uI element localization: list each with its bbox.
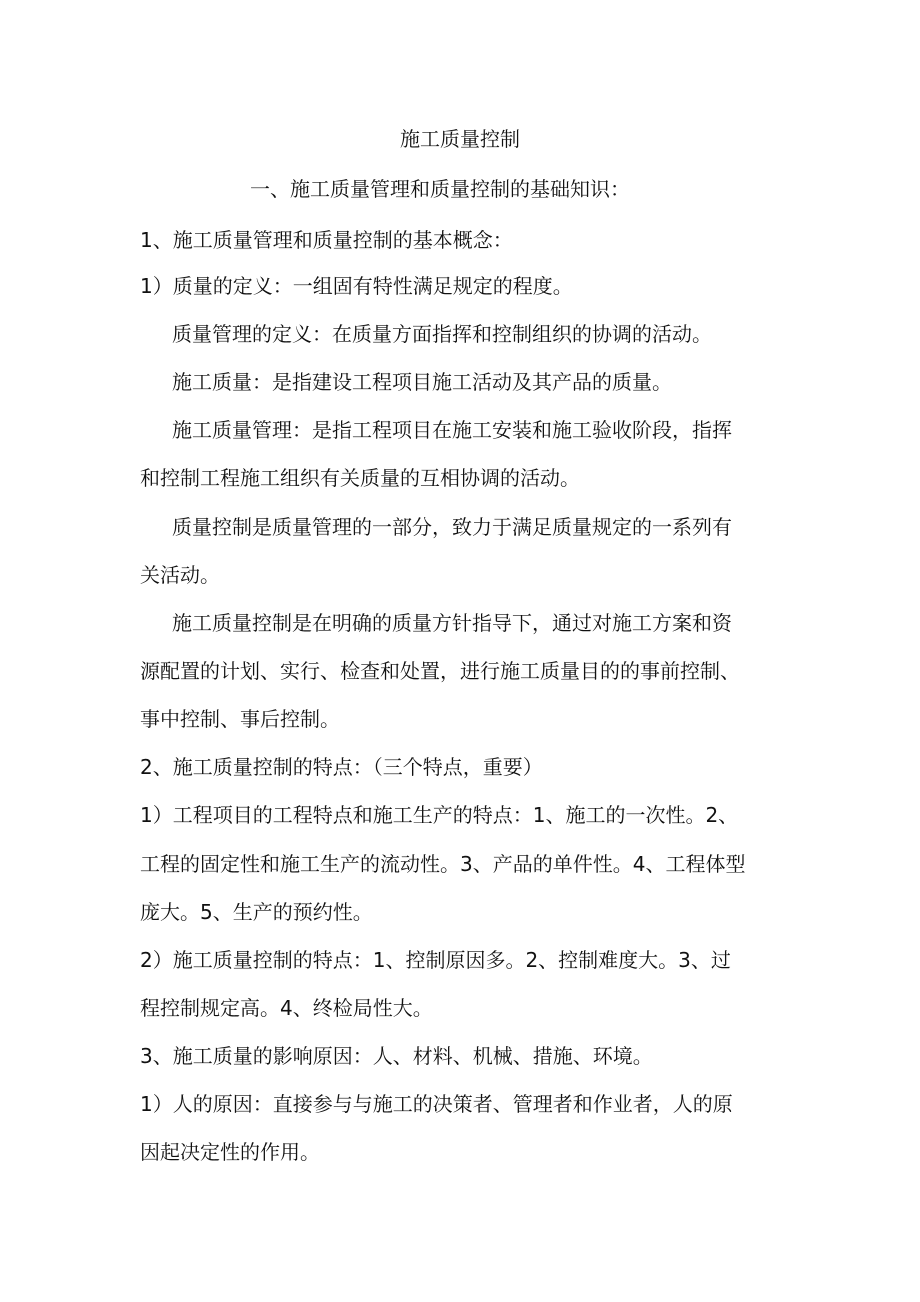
section-heading: 一、施工质量管理和质量控制的基础知识： <box>250 177 630 201</box>
project-characteristics-line-1: 1）工程项目的工程特点和施工生产的特点：1、施工的一次性。2、 <box>140 803 739 827</box>
human-factor-line-1: 1）人的原因：直接参与与施工的决策者、管理者和作业者，人的原 <box>140 1092 733 1116</box>
construction-quality-management-line-2: 和控制工程施工组织有关质量的互相协调的活动。 <box>140 466 580 490</box>
quality-control-line-2: 关活动。 <box>140 563 220 587</box>
project-characteristics-line-3: 庞大。5、生产的预约性。 <box>140 900 373 924</box>
project-characteristics-line-2: 工程的固定性和施工生产的流动性。3、产品的单件性。4、工程体型 <box>140 852 746 876</box>
concept-heading: 1、施工质量管理和质量控制的基本概念： <box>140 228 513 252</box>
influence-factors-heading: 3、施工质量的影响原因：人、材料、机械、措施、环境。 <box>140 1044 653 1068</box>
quality-definition: 1）质量的定义：一组固有特性满足规定的程度。 <box>140 274 573 298</box>
quality-control-line-1: 质量控制是质量管理的一部分，致力于满足质量规定的一系列有 <box>172 515 732 539</box>
construction-quality-control-line-3: 事中控制、事后控制。 <box>140 707 340 731</box>
control-characteristics-line-2: 程控制规定高。4、终检局性大。 <box>140 996 433 1020</box>
construction-quality-management-line-1: 施工质量管理：是指工程项目在施工安装和施工验收阶段，指挥 <box>172 418 732 442</box>
quality-management-definition: 质量管理的定义：在质量方面指挥和控制组织的协调的活动。 <box>172 322 712 346</box>
construction-quality-definition: 施工质量：是指建设工程项目施工活动及其产品的质量。 <box>172 370 672 394</box>
characteristics-heading: 2、施工质量控制的特点：（三个特点，重要） <box>140 755 543 779</box>
document-title: 施工质量控制 <box>400 127 520 151</box>
construction-quality-control-line-2: 源配置的计划、实行、检查和处置，进行施工质量目的的事前控制、 <box>140 659 740 683</box>
construction-quality-control-line-1: 施工质量控制是在明确的质量方针指导下，通过对施工方案和资 <box>172 611 732 635</box>
human-factor-line-2: 因起决定性的作用。 <box>140 1140 320 1164</box>
control-characteristics-line-1: 2）施工质量控制的特点：1、控制原因多。2、控制难度大。3、过 <box>140 948 731 972</box>
